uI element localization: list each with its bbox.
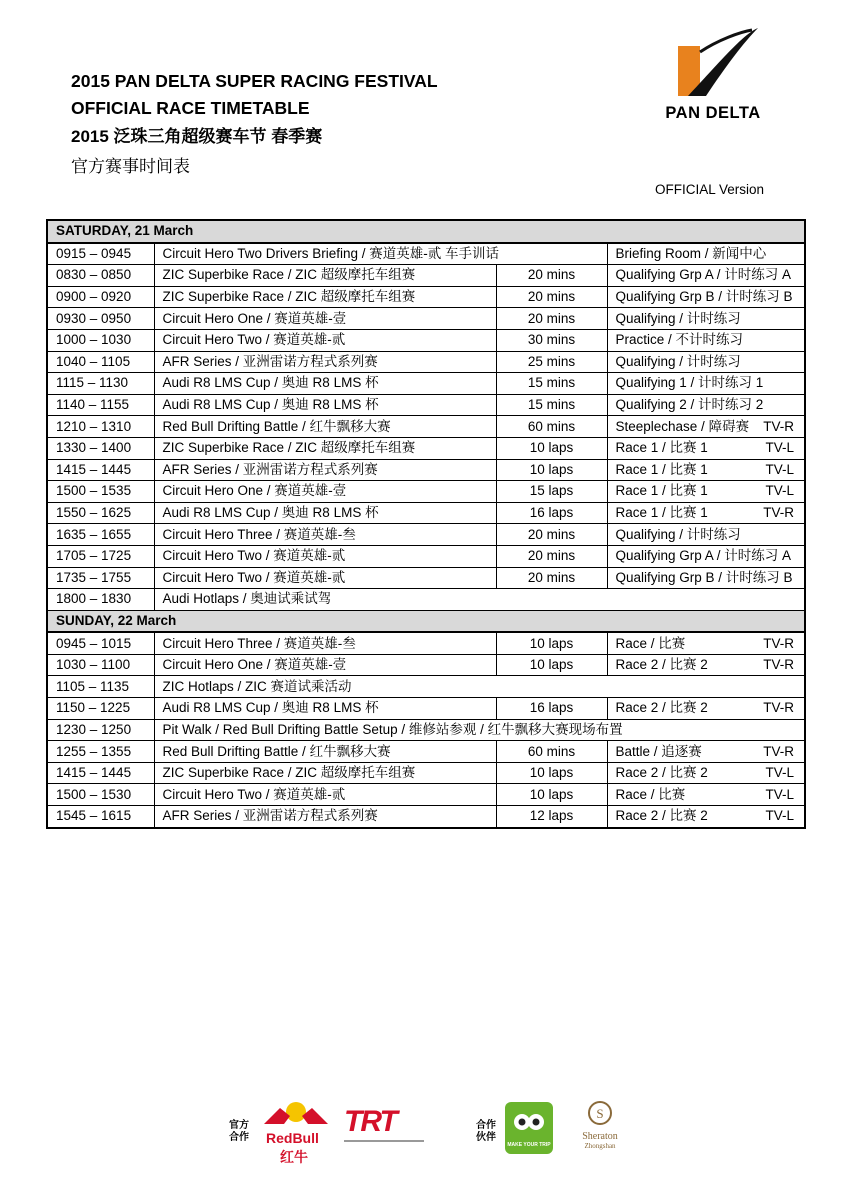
duration-cell: 20 mins — [496, 524, 607, 546]
time-cell: 1040 – 1105 — [47, 351, 154, 373]
time-cell: 1800 – 1830 — [47, 589, 154, 611]
session-cell — [607, 416, 805, 438]
session-cell — [607, 481, 805, 503]
table-row — [47, 394, 805, 416]
session-wrap — [616, 785, 805, 805]
session-wrap — [616, 806, 805, 826]
tv-badge: TV-R — [763, 418, 795, 434]
title-cn-line-1: 2015 泛珠三角超级赛车节 春季赛 — [71, 127, 323, 146]
duration-cell: 15 laps — [496, 481, 607, 503]
table-row — [47, 459, 805, 481]
time-cell: 1705 – 1725 — [47, 545, 154, 567]
event-cell: ZIC Superbike Race / ZIC 超级摩托车组赛 — [154, 437, 496, 459]
redbull-bulls-icon — [260, 1098, 332, 1130]
tv-badge: TV-R — [763, 635, 795, 651]
table-row — [47, 502, 805, 524]
time-cell: 0830 – 0850 — [47, 265, 154, 287]
session-cell — [607, 373, 805, 395]
briefing-row — [47, 243, 805, 265]
event-cell: Circuit Hero Two Drivers Briefing / 赛道英雄-贰 车手训话 — [154, 243, 607, 265]
duration-cell: 20 mins — [496, 286, 607, 308]
tv-badge: TV-L — [765, 461, 795, 477]
session-cell — [607, 741, 805, 763]
table-row — [47, 806, 805, 828]
time-cell: 1415 – 1445 — [47, 762, 154, 784]
event-cell: Audi R8 LMS Cup / 奥迪 R8 LMS 杯 — [154, 394, 496, 416]
table-row — [47, 373, 805, 395]
session-wrap — [616, 352, 805, 372]
session-wrap — [616, 395, 805, 415]
duration-cell: 10 laps — [496, 459, 607, 481]
session-cell — [607, 567, 805, 589]
timetable — [46, 219, 806, 829]
time-cell: 1210 – 1310 — [47, 416, 154, 438]
event-cell: Circuit Hero One / 赛道英雄-壹 — [154, 481, 496, 503]
session-wrap — [616, 546, 805, 566]
table-row — [47, 632, 805, 654]
session-cell — [607, 437, 805, 459]
time-cell: 1030 – 1100 — [47, 654, 154, 676]
event-cell: Circuit Hero Three / 赛道英雄-叁 — [154, 632, 496, 654]
time-cell: 1550 – 1625 — [47, 502, 154, 524]
session-cell — [607, 308, 805, 330]
session-cell — [607, 654, 805, 676]
session-wrap — [616, 438, 805, 458]
session-cell — [607, 394, 805, 416]
session-cell: Briefing Room / 新闻中心 — [607, 243, 805, 265]
duration-cell: 20 mins — [496, 265, 607, 287]
tv-badge: TV-R — [763, 700, 795, 716]
partner-owl-logo — [505, 1102, 553, 1154]
session-label: Practice / 不计时练习 — [615, 332, 744, 348]
time-cell: 1500 – 1530 — [47, 784, 154, 806]
event-cell: Circuit Hero One / 赛道英雄-壹 — [154, 308, 496, 330]
session-wrap — [616, 655, 805, 675]
tv-badge: TV-R — [763, 743, 795, 759]
session-wrap — [616, 698, 805, 718]
session-cell — [607, 286, 805, 308]
duration-cell: 60 mins — [496, 416, 607, 438]
time-cell: 1140 – 1155 — [47, 394, 154, 416]
trt-underline — [344, 1140, 424, 1142]
session-label: Race 1 / 比赛 1 — [615, 505, 708, 521]
event-cell: ZIC Superbike Race / ZIC 超级摩托车组赛 — [154, 762, 496, 784]
event-cell: AFR Series / 亚洲雷诺方程式系列赛 — [154, 459, 496, 481]
time-cell: 1255 – 1355 — [47, 741, 154, 763]
time-cell: 1000 – 1030 — [47, 329, 154, 351]
session-cell — [607, 545, 805, 567]
event-cell: Red Bull Drifting Battle / 红牛飘移大赛 — [154, 741, 496, 763]
session-wrap — [616, 373, 805, 393]
duration-cell: 16 laps — [496, 502, 607, 524]
pan-delta-swoosh-icon — [648, 24, 778, 104]
session-label: Qualifying 1 / 计时练习 1 — [615, 375, 764, 391]
table-row — [47, 589, 805, 611]
section-heading-cell: SUNDAY, 22 March — [47, 610, 805, 632]
pan-delta-logo-text: PAN DELTA — [665, 104, 761, 122]
partner-label: 合作 伙伴 — [476, 1120, 496, 1143]
session-wrap — [616, 309, 805, 329]
session-label: Race 1 / 比赛 1 — [615, 461, 708, 477]
section-heading-sunday — [47, 610, 805, 632]
pan-delta-logo — [648, 24, 778, 134]
sheraton-text: Sheraton — [582, 1131, 618, 1142]
session-cell — [607, 265, 805, 287]
session-wrap — [616, 265, 805, 285]
session-wrap — [616, 763, 805, 783]
table-row — [47, 654, 805, 676]
session-cell — [607, 351, 805, 373]
tv-badge: TV-L — [765, 808, 795, 824]
table-row — [47, 698, 805, 720]
table-row — [47, 524, 805, 546]
duration-cell: 15 mins — [496, 373, 607, 395]
session-wrap — [616, 330, 805, 350]
table-row — [47, 437, 805, 459]
sponsors-footer — [0, 1090, 850, 1170]
event-cell: Circuit Hero Two / 赛道英雄-贰 — [154, 567, 496, 589]
event-cell: Circuit Hero Two / 赛道英雄-贰 — [154, 329, 496, 351]
session-wrap — [616, 742, 805, 762]
duration-cell: 20 mins — [496, 545, 607, 567]
session-label: Qualifying / 计时练习 — [615, 310, 741, 326]
table-row — [47, 351, 805, 373]
sheraton-crest-icon — [587, 1100, 613, 1126]
session-cell — [607, 502, 805, 524]
session-wrap — [616, 634, 805, 654]
time-cell: 1635 – 1655 — [47, 524, 154, 546]
event-cell: AFR Series / 亚洲雷诺方程式系列赛 — [154, 351, 496, 373]
session-label: Race 2 / 比赛 2 — [615, 657, 708, 673]
title-line-1: 2015 PAN DELTA SUPER RACING FESTIVAL — [71, 71, 438, 91]
event-cell: ZIC Superbike Race / ZIC 超级摩托车组赛 — [154, 286, 496, 308]
table-row — [47, 286, 805, 308]
redbull-cn-text: 红牛 — [280, 1149, 308, 1165]
event-cell: Audi R8 LMS Cup / 奥迪 R8 LMS 杯 — [154, 373, 496, 395]
tv-badge: TV-R — [763, 505, 795, 521]
event-cell: Audi R8 LMS Cup / 奥迪 R8 LMS 杯 — [154, 502, 496, 524]
tv-badge: TV-L — [765, 765, 795, 781]
event-cell: ZIC Hotlaps / ZIC 赛道试乘活动 — [154, 676, 805, 698]
event-cell: Circuit Hero One / 赛道英雄-壹 — [154, 654, 496, 676]
partner-logo-text: MAKE YOUR TRIP — [507, 1142, 551, 1148]
title-line-2: OFFICIAL RACE TIMETABLE — [71, 98, 310, 118]
time-cell: 1150 – 1225 — [47, 698, 154, 720]
event-cell: Red Bull Drifting Battle / 红牛飘移大赛 — [154, 416, 496, 438]
time-cell: 1735 – 1755 — [47, 567, 154, 589]
redbull-logo — [260, 1098, 332, 1168]
session-cell — [607, 698, 805, 720]
session-cell — [607, 329, 805, 351]
event-cell: Audi Hotlaps / 奥迪试乘试驾 — [154, 589, 805, 611]
event-cell: Audi R8 LMS Cup / 奥迪 R8 LMS 杯 — [154, 698, 496, 720]
session-cell — [607, 784, 805, 806]
duration-cell: 12 laps — [496, 806, 607, 828]
tv-badge: TV-L — [765, 440, 795, 456]
event-cell: AFR Series / 亚洲雷诺方程式系列赛 — [154, 806, 496, 828]
session-wrap — [616, 460, 805, 480]
table-row — [47, 676, 805, 698]
duration-cell: 10 laps — [496, 762, 607, 784]
session-cell — [607, 762, 805, 784]
event-cell: Pit Walk / Red Bull Drifting Battle Setup / 维修站参观 / 红牛飘移大赛现场布置 — [154, 719, 805, 741]
table-row — [47, 416, 805, 438]
tv-badge: TV-L — [765, 786, 795, 802]
session-label: Race 2 / 比赛 2 — [615, 700, 708, 716]
time-cell: 0900 – 0920 — [47, 286, 154, 308]
time-cell: 1115 – 1130 — [47, 373, 154, 395]
time-cell: 1330 – 1400 — [47, 437, 154, 459]
session-wrap — [616, 481, 805, 501]
event-cell: ZIC Superbike Race / ZIC 超级摩托车组赛 — [154, 265, 496, 287]
session-label: Qualifying 2 / 计时练习 2 — [615, 397, 764, 413]
session-label: Qualifying Grp A / 计时练习 A — [615, 267, 792, 283]
session-cell — [607, 459, 805, 481]
tv-badge: TV-R — [763, 657, 795, 673]
session-label: Race 2 / 比赛 2 — [615, 808, 708, 824]
sheraton-logo — [572, 1100, 628, 1166]
duration-cell: 20 mins — [496, 308, 607, 330]
time-cell: 0945 – 1015 — [47, 632, 154, 654]
table-row — [47, 762, 805, 784]
tv-badge: TV-L — [765, 483, 795, 499]
table-row — [47, 719, 805, 741]
version-label: OFFICIAL Version — [655, 182, 765, 197]
svg-text:S: S — [596, 1106, 604, 1121]
session-label: Race 1 / 比赛 1 — [615, 440, 708, 456]
table-row — [47, 481, 805, 503]
table-row — [47, 308, 805, 330]
event-cell: Circuit Hero Two / 赛道英雄-贰 — [154, 784, 496, 806]
session-wrap — [616, 503, 805, 523]
time-cell: 0930 – 0950 — [47, 308, 154, 330]
duration-cell: 10 laps — [496, 437, 607, 459]
session-cell — [607, 632, 805, 654]
session-wrap — [616, 525, 805, 545]
session-cell — [607, 806, 805, 828]
event-cell: Circuit Hero Three / 赛道英雄-叁 — [154, 524, 496, 546]
time-cell: 1545 – 1615 — [47, 806, 154, 828]
section-heading-saturday: SATURDAY, 21 March — [47, 220, 805, 243]
duration-cell: 25 mins — [496, 351, 607, 373]
time-cell: 1500 – 1535 — [47, 481, 154, 503]
duration-cell: 16 laps — [496, 698, 607, 720]
time-cell: 1230 – 1250 — [47, 719, 154, 741]
owl-icon — [505, 1102, 553, 1142]
session-label: Race 2 / 比赛 2 — [615, 765, 708, 781]
trt-text: TRT — [344, 1105, 396, 1138]
table-row — [47, 265, 805, 287]
title-cn-line-2: 官方赛事时间表 — [71, 157, 190, 176]
session-label: Qualifying Grp B / 计时练习 B — [615, 289, 793, 305]
time-cell: 1415 – 1445 — [47, 459, 154, 481]
duration-cell: 10 laps — [496, 784, 607, 806]
session-label: Steeplechase / 障碍赛 — [615, 418, 750, 434]
session-label: Qualifying Grp B / 计时练习 B — [615, 569, 793, 585]
table-row — [47, 741, 805, 763]
session-label: Qualifying Grp A / 计时练习 A — [615, 548, 792, 564]
redbull-text: RedBull — [266, 1130, 319, 1146]
table-row — [47, 567, 805, 589]
duration-cell: 60 mins — [496, 741, 607, 763]
session-label: Race / 比赛 — [615, 635, 686, 651]
trt-logo — [344, 1106, 436, 1146]
session-wrap — [616, 417, 805, 437]
time-cell: 0915 – 0945 — [47, 243, 154, 265]
table-row — [47, 329, 805, 351]
table-row — [47, 784, 805, 806]
time-cell: 1105 – 1135 — [47, 676, 154, 698]
duration-cell: 15 mins — [496, 394, 607, 416]
session-label: Qualifying / 计时练习 — [615, 353, 741, 369]
duration-cell: 10 laps — [496, 654, 607, 676]
sheraton-sub-text: Zhongshan — [584, 1142, 616, 1150]
duration-cell: 20 mins — [496, 567, 607, 589]
official-partner-label: 官方 合作 — [229, 1120, 249, 1143]
event-cell: Circuit Hero Two / 赛道英雄-贰 — [154, 545, 496, 567]
session-wrap — [616, 287, 805, 307]
session-label: Race / 比赛 — [615, 786, 686, 802]
session-label: Race 1 / 比赛 1 — [615, 483, 708, 499]
duration-cell: 10 laps — [496, 632, 607, 654]
title-block — [71, 68, 438, 182]
session-cell — [607, 524, 805, 546]
session-wrap — [616, 568, 805, 588]
session-label: Battle / 追逐赛 — [615, 743, 702, 759]
table-row — [47, 545, 805, 567]
session-label: Qualifying / 计时练习 — [615, 526, 741, 542]
duration-cell: 30 mins — [496, 329, 607, 351]
